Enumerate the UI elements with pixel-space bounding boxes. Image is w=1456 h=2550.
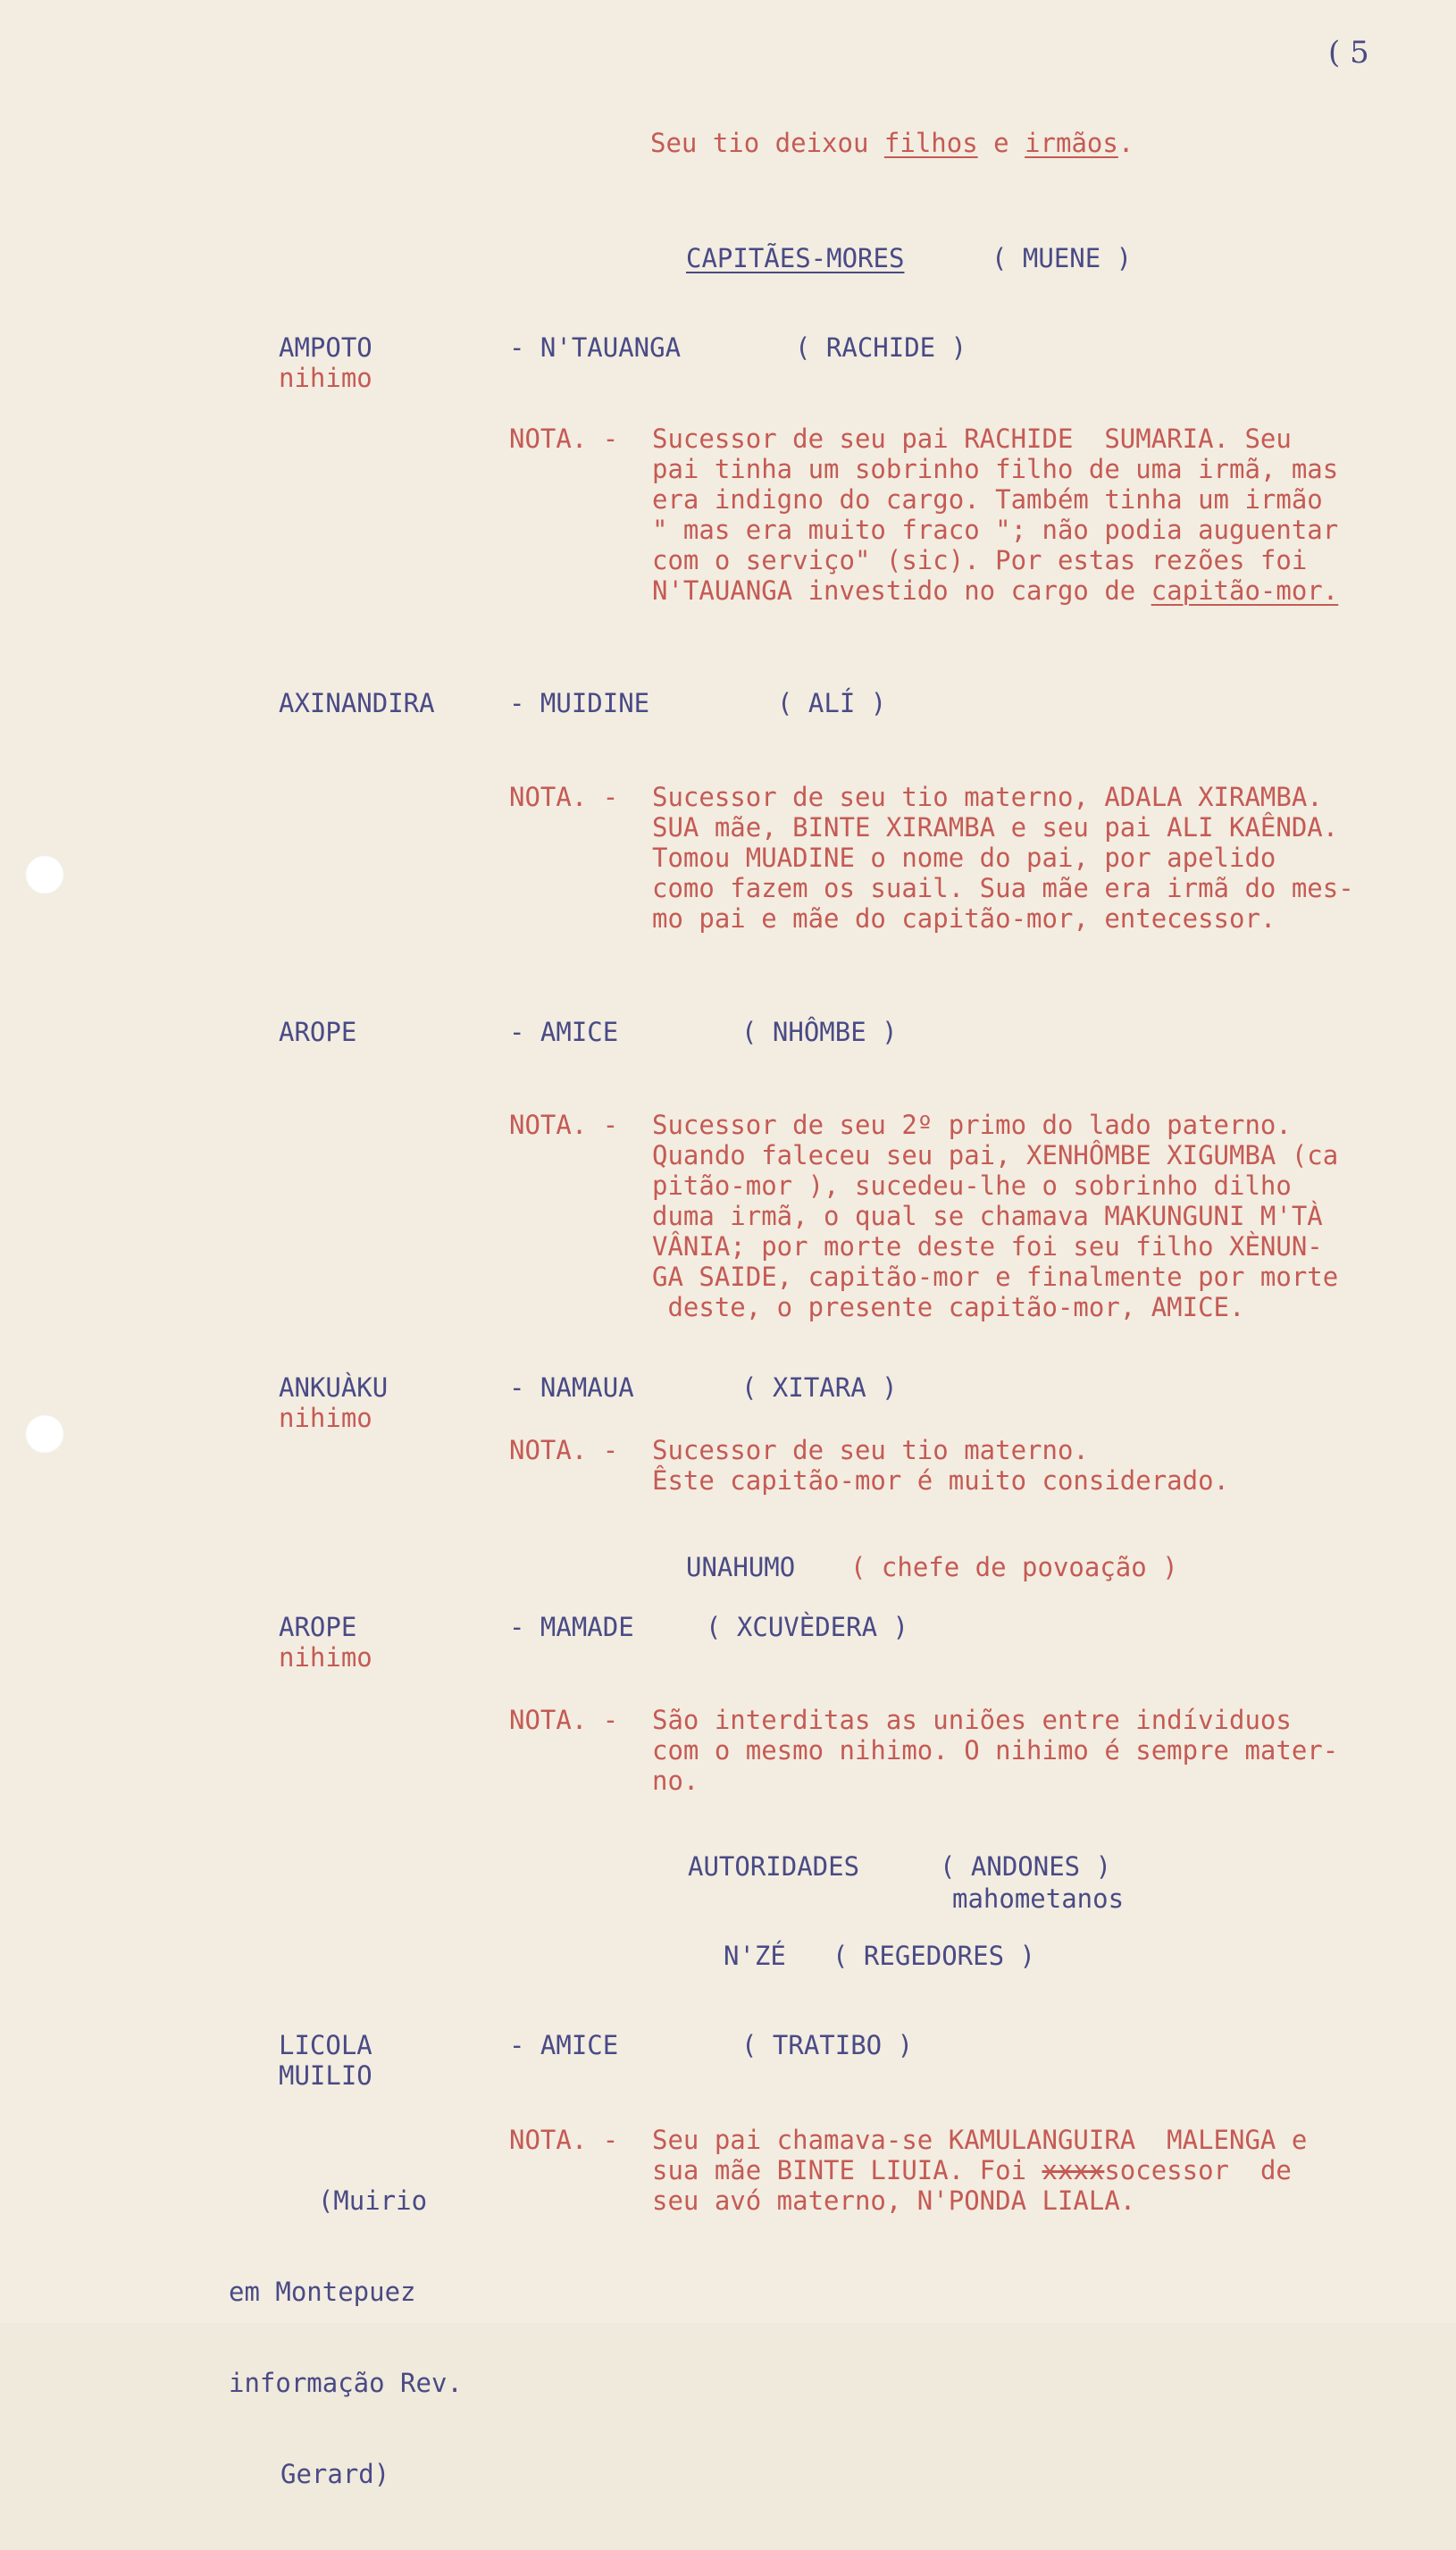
source-line: em Montepuez: [229, 2277, 416, 2307]
chief-name: - MUIDINE: [509, 688, 650, 718]
entry-ankuaku-left: [279, 1372, 388, 1433]
chief-name: - MAMADE: [509, 1612, 634, 1642]
section-subtitle-regedores: ( REGEDORES ): [833, 1941, 1035, 1971]
note-label: NOTA. -: [509, 1110, 619, 1140]
section-title-capitaes: CAPITÃES-MORES: [686, 243, 905, 273]
note-line: pai tinha um sobrinho filho de uma irmã, mas: [652, 454, 1339, 484]
intro-word-filhos: filhos: [883, 128, 978, 158]
note-body: [652, 424, 1456, 606]
section-title-nze: N'ZÉ: [724, 1941, 786, 1971]
note-body: [652, 1435, 1456, 1496]
note-line: duma irmã, o qual se chamava MAKUNGUNI M'TÀ: [652, 1201, 1323, 1231]
note-line: Sucessor de seu tio materno.: [652, 1435, 1089, 1465]
note-line-text: N'TAUANGA investido no cargo de: [652, 575, 1151, 606]
chief-name: - NAMAUA: [509, 1372, 634, 1403]
note-line-text: sua mãe BINTE LIUIA. Foi: [652, 2155, 1042, 2185]
note-line-with-strike: [652, 2155, 1456, 2185]
note-label: NOTA. -: [509, 2125, 619, 2155]
nihimo-label: nihimo: [279, 363, 372, 393]
note-line: Quando faleceu seu pai, XENHÔMBE XIGUMBA (ca: [652, 1140, 1339, 1170]
clan-name: AROPE: [279, 1612, 357, 1642]
section-subtitle-chefe: ( chefe de povoação ): [850, 1552, 1178, 1582]
intro-before: Seu tio deixou: [650, 128, 884, 158]
note-line: com o serviço" (sic). Por estas rezões foi: [652, 545, 1308, 575]
chief-name: - N'TAUANGA: [509, 332, 682, 363]
entry-arope-unahumo-left: [279, 1612, 372, 1673]
intro-line: [650, 128, 1134, 158]
punch-hole-upper: [25, 855, 64, 894]
note-line: como fazem os suail. Sua mãe era irmã do mes-: [652, 873, 1354, 903]
note-line: " mas era muito fraco "; não podia auguentar: [652, 515, 1339, 545]
note-line-last: [652, 575, 1456, 606]
punch-hole-lower: [25, 1414, 64, 1454]
note-line: no.: [652, 1766, 699, 1796]
chief-alias: ( TRATIBO ): [741, 2030, 914, 2060]
note-line: deste, o presente capitão-mor, AMICE.: [652, 1292, 1245, 1322]
intro-middle: e: [977, 128, 1025, 158]
note-body: [652, 1110, 1456, 1322]
note-line: Seu pai chamava-se KAMULANGUIRA MALENGA e: [652, 2125, 1308, 2155]
source-line: (Muirio: [317, 2185, 428, 2216]
note-line: Sucessor de seu pai RACHIDE SUMARIA. Seu: [652, 424, 1292, 454]
clan-name-line2: MUILIO: [279, 2060, 372, 2091]
note-line: pitão-mor ), sucedeu-lhe o sobrinho dilho: [652, 1170, 1292, 1201]
source-note: [229, 2125, 463, 2550]
entry-licola-left: [279, 2030, 372, 2091]
intro-after: .: [1117, 128, 1134, 158]
note-line: GA SAIDE, capitão-mor e finalmente por morte: [652, 1262, 1339, 1292]
note-line: São interditas as uniões entre indíviduos: [652, 1705, 1292, 1735]
chief-alias: ( ALÍ ): [777, 688, 887, 718]
note-line: Êste capitão-mor é muito considerado.: [652, 1465, 1230, 1496]
clan-name: AMPOTO: [279, 332, 372, 363]
section-qualifier-mahometanos: mahometanos: [952, 1883, 1125, 1914]
note-line: com o mesmo nihimo. O nihimo é sempre mater-: [652, 1735, 1339, 1766]
note-line: Sucessor de seu tio materno, ADALA XIRAMBA.: [652, 782, 1323, 812]
section-subtitle-muene: ( MUENE ): [992, 243, 1133, 273]
note-label: NOTA. -: [509, 424, 619, 454]
chief-alias: ( XITARA ): [741, 1372, 898, 1403]
note-label: NOTA. -: [509, 1705, 619, 1735]
clan-name: ANKUÀKU: [279, 1372, 389, 1403]
chief-alias: ( RACHIDE ): [795, 332, 967, 363]
struck-text: xxxx: [1042, 2155, 1105, 2185]
note-body: [652, 2125, 1456, 2216]
chief-alias: ( XCUVÈDERA ): [706, 1612, 908, 1642]
note-line: mo pai e mãe do capitão-mor, entecessor.: [652, 903, 1276, 934]
note-label: NOTA. -: [509, 782, 619, 812]
entry-arope-left: [279, 1017, 356, 1047]
note-line: SUA mãe, BINTE XIRAMBA e seu pai ALI KAÊNDA.: [652, 812, 1339, 843]
source-line: informação Rev.: [229, 2368, 463, 2398]
chief-name: - AMICE: [509, 1017, 619, 1047]
nihimo-label: nihimo: [279, 1642, 372, 1673]
note-label: NOTA. -: [509, 1435, 619, 1465]
clan-name: AXINANDIRA: [279, 688, 435, 718]
note-underlined-title: capitão-mor.: [1151, 575, 1339, 606]
note-line: VÂNIA; por morte deste foi seu filho XÈNUN-: [652, 1231, 1323, 1262]
chief-alias: ( NHÔMBE ): [741, 1017, 898, 1047]
chief-name: - AMICE: [509, 2030, 619, 2060]
note-line: Tomou MUADINE o nome do pai, por apelido: [652, 843, 1276, 873]
page-number: ( 5: [1328, 35, 1369, 71]
section-title-autoridades: AUTORIDADES: [688, 1851, 860, 1882]
clan-name: AROPE: [279, 1017, 357, 1047]
intro-word-irmaos: irmãos: [1025, 128, 1118, 158]
nihimo-label: nihimo: [279, 1403, 372, 1433]
note-line: Sucessor de seu 2º primo do lado paterno.: [652, 1110, 1292, 1140]
section-title-unahumo: UNAHUMO: [686, 1552, 796, 1582]
note-line: seu avó materno, N'PONDA LIALA.: [652, 2185, 1136, 2216]
note-body: [652, 782, 1456, 934]
source-line: Gerard): [280, 2459, 390, 2489]
note-line: era indigno do cargo. Também tinha um irmão: [652, 484, 1323, 515]
clan-name-line1: LICOLA: [279, 2030, 372, 2060]
entry-axinandira-left: [279, 688, 435, 718]
section-subtitle-andones: ( ANDONES ): [940, 1851, 1112, 1882]
note-body: [652, 1705, 1456, 1796]
entry-ampoto-left: [279, 332, 372, 393]
note-line-rest: socessor de: [1104, 2155, 1292, 2185]
